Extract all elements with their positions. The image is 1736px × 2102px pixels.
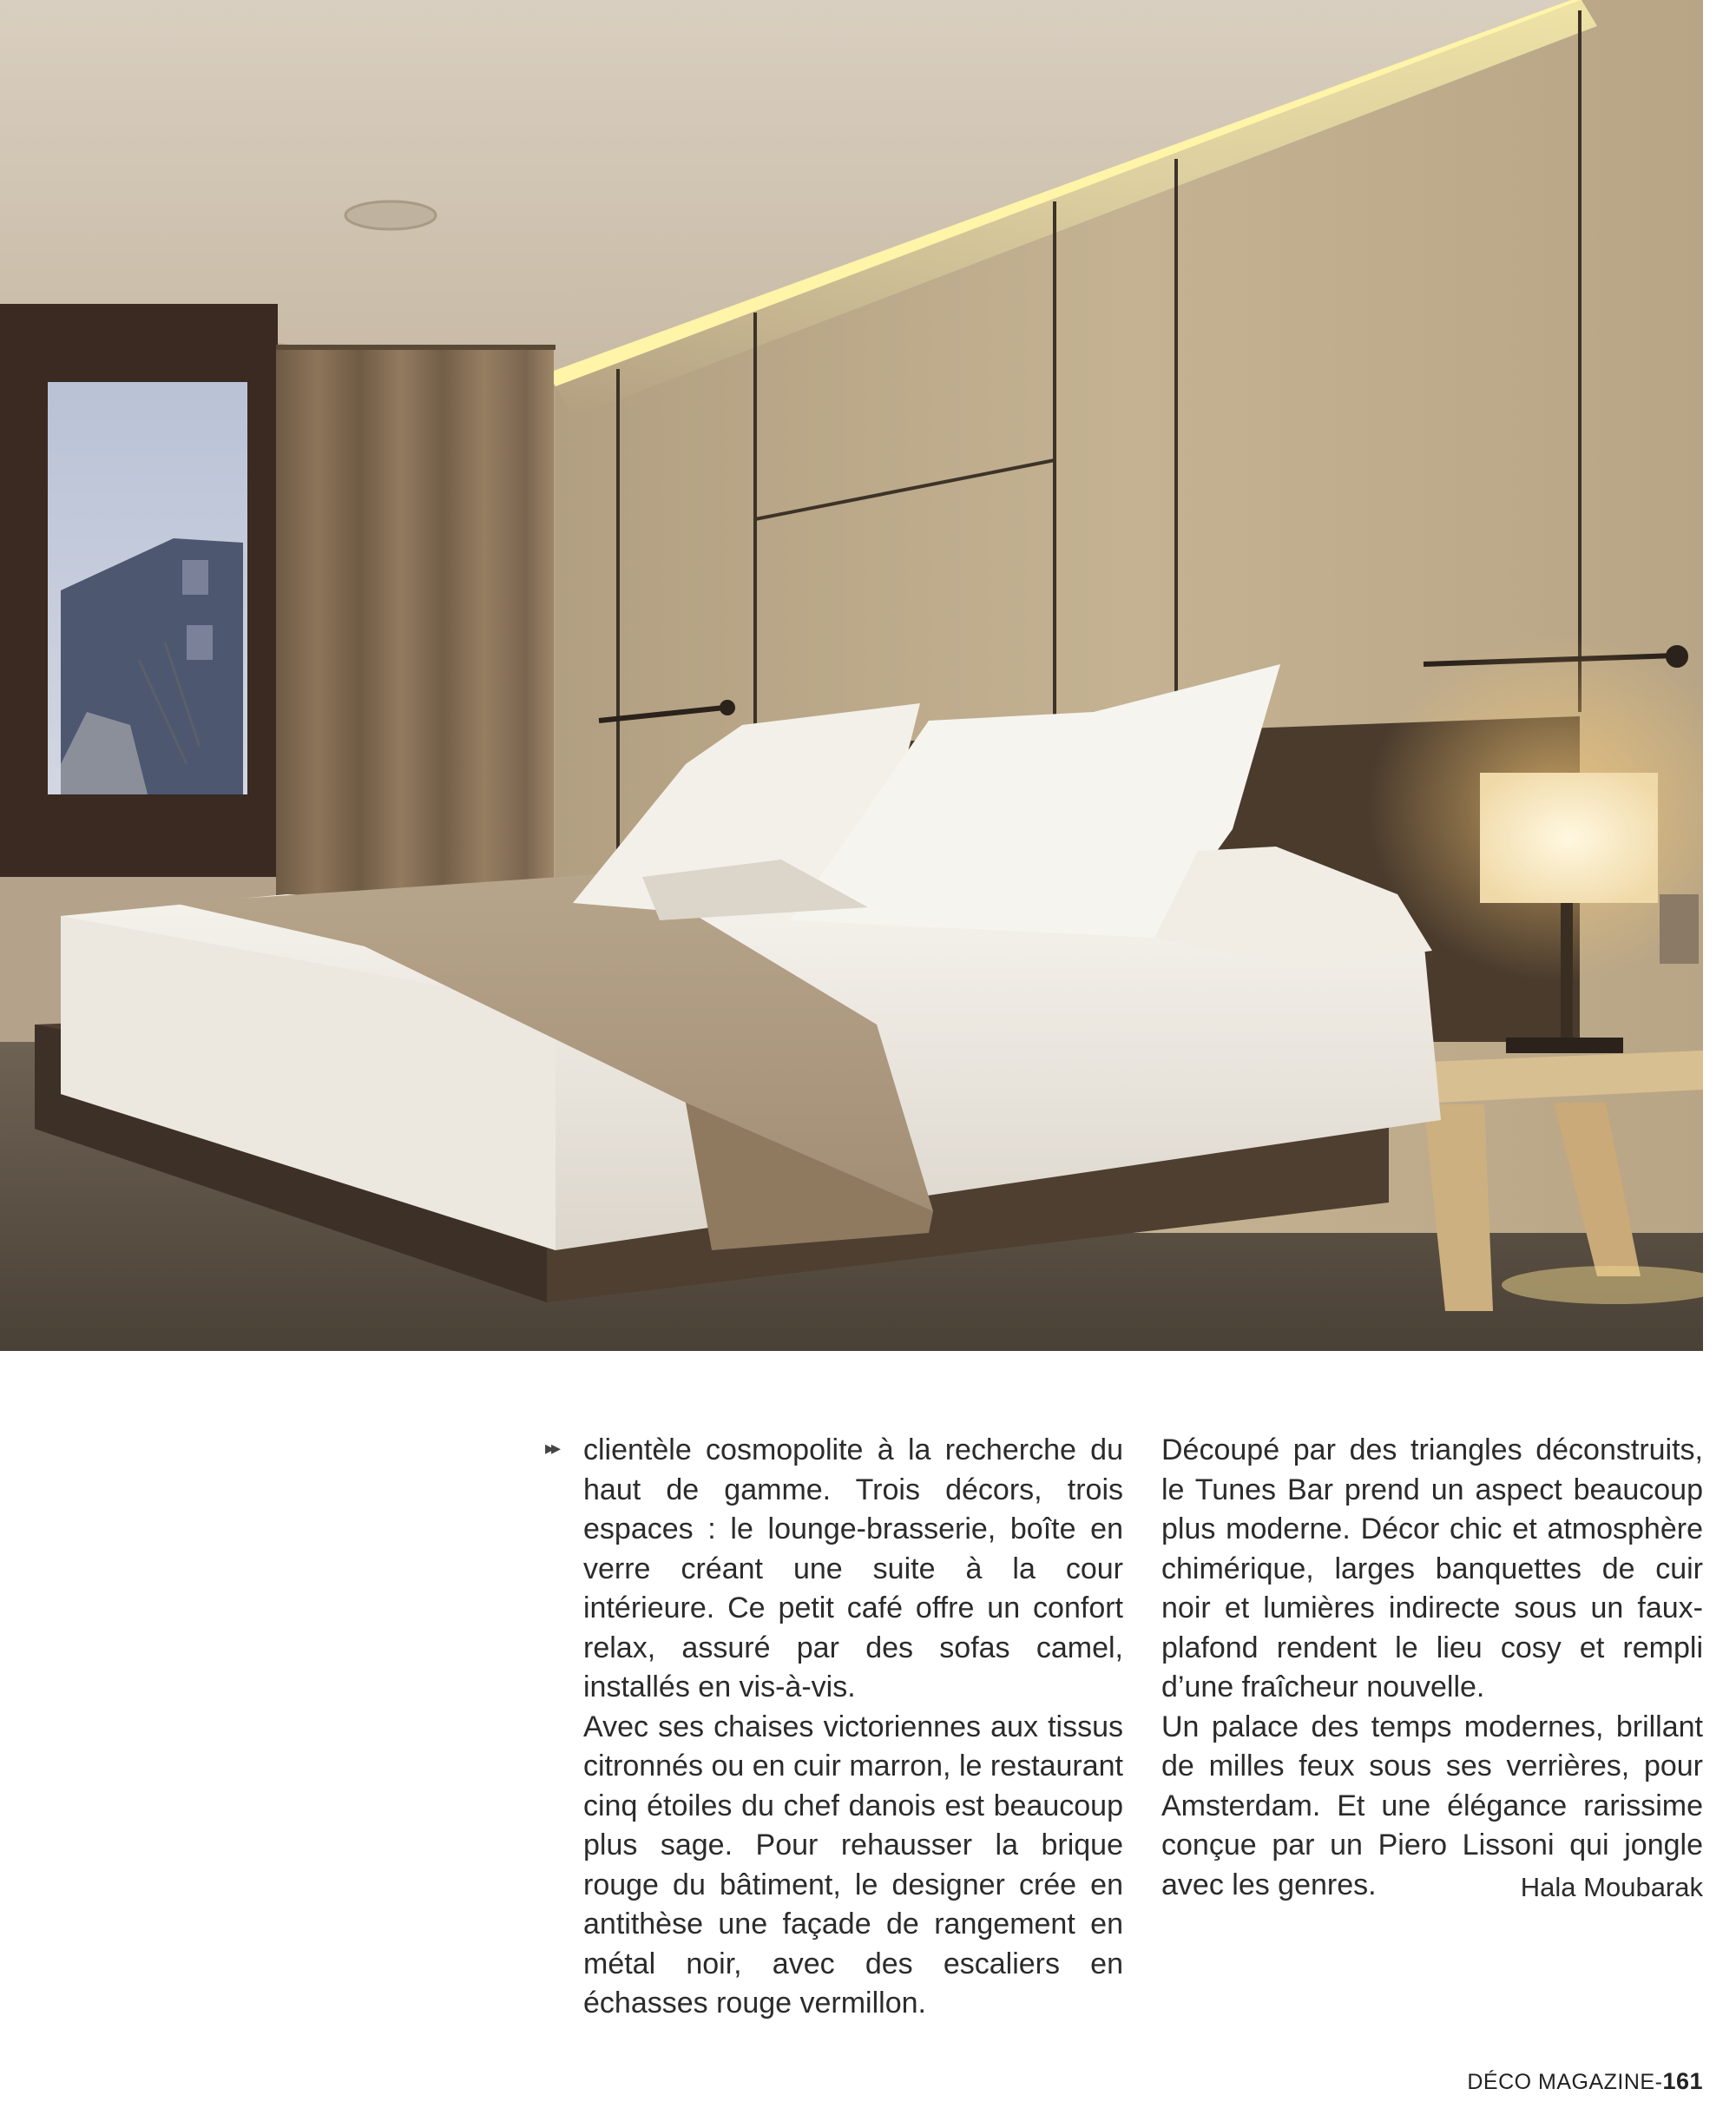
paragraph: Découpé par des triangles déconstruits, le Tunes Bar prend un aspect beaucoup plus moderne. Décor chic et atmosphère chimérique, larges banquettes de cuir noir et lumières indirecte sous un faux-plafond rendent le lieu cosy et rempli d’une fraîcheur nouvelle. (1161, 1433, 1703, 1703)
author-signature: Hala Moubarak (1520, 1872, 1703, 1902)
paragraph: Avec ses chaises victoriennes aux tissus citronnés ou en cuir marron, le restaurant cinq étoiles du chef danois est beaucoup plus sage. Pour rehausser la brique rouge du bâtiment, le designer crée en antithèse une façade de rangement en métal noir, avec des escaliers en échasses rouge vermillon. (583, 1710, 1123, 2020)
footer-separator: - (1654, 2070, 1663, 2094)
paragraph: clientèle cosmopolite à la recherche du haut de gamme. Trois décors, trois espaces : le lounge-brasserie, boîte en verre créant une suite à la cour intérieure. Ce petit café offre un confort relax, assuré par des sofas camel, installés en vis-à-vis. (583, 1433, 1123, 1703)
page-number: 161 (1662, 2068, 1703, 2094)
article-column-right (1161, 1431, 1703, 1905)
article-column-left (583, 1431, 1123, 2024)
magazine-name: DÉCO MAGAZINE (1467, 2070, 1655, 2094)
paragraph: Un palace des temps modernes, brillant de milles feux sous ses verrières, pour Amsterdam. Et une élégance rarissime conçue par un Piero Lissoni qui jongle avec les genres. (1161, 1710, 1703, 1901)
continuation-marker: ▸▸ (545, 1437, 558, 1459)
page-footer (1467, 2068, 1703, 2095)
